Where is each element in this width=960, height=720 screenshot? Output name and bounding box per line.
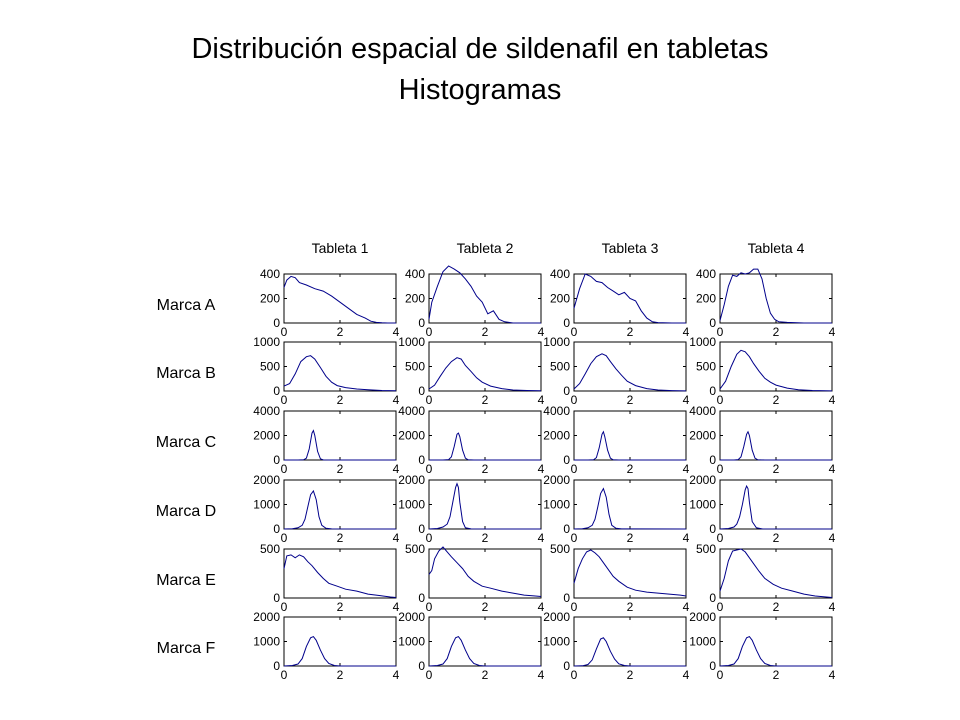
- plot-frame-r4-c4: [720, 480, 832, 529]
- x-tick-label-r6-c3-2: 4: [682, 668, 690, 682]
- y-tick-label-r3-c1-2: 4000: [253, 404, 280, 418]
- y-tick-label-r3-c1-1: 2000: [253, 428, 280, 443]
- x-tick-label-r5-c3-0: 0: [570, 600, 578, 614]
- plot-frame-r1-c1: [284, 274, 396, 323]
- x-tick-label-r5-c1-0: 0: [280, 600, 288, 614]
- x-tick-label-r5-c1-1: 2: [336, 600, 344, 614]
- x-tick-label-r4-c2-2: 4: [537, 531, 545, 545]
- x-tick-label-r1-c4-0: 0: [716, 325, 724, 339]
- x-tick-label-r4-c3-2: 4: [682, 531, 690, 545]
- x-tick-label-r5-c2-1: 2: [481, 600, 489, 614]
- plot-frame-r3-c1: [284, 411, 396, 460]
- y-tick-label-r4-c2-0: 0: [418, 522, 425, 536]
- y-tick-label-r4-c1-2: 2000: [253, 473, 280, 487]
- x-tick-label-r2-c1-0: 0: [280, 393, 288, 407]
- x-tick-label-r5-c4-1: 2: [772, 600, 780, 614]
- x-tick-label-r4-c1-2: 4: [392, 531, 400, 545]
- column-label-3: Tableta 3: [601, 240, 659, 256]
- x-tick-label-r5-c1-2: 4: [392, 600, 400, 614]
- x-tick-label-r5-c4-0: 0: [716, 600, 724, 614]
- y-tick-label-r5-c4-0: 0: [709, 591, 716, 605]
- y-tick-label-r3-c4-0: 0: [709, 453, 716, 467]
- y-tick-label-r2-c4-2: 1000: [689, 335, 716, 349]
- x-tick-label-r3-c2-1: 2: [481, 462, 489, 476]
- x-tick-label-r3-c1-1: 2: [336, 462, 344, 476]
- x-tick-label-r1-c2-0: 0: [425, 325, 433, 339]
- y-tick-label-r4-c3-2: 2000: [543, 473, 570, 487]
- x-tick-label-r1-c2-1: 2: [481, 325, 489, 339]
- x-tick-label-r1-c2-2: 4: [537, 325, 545, 339]
- plot-frame-r5-c1: [284, 549, 396, 598]
- x-tick-label-r4-c1-0: 0: [280, 531, 288, 545]
- x-tick-label-r4-c3-1: 2: [626, 531, 634, 545]
- x-tick-label-r3-c3-2: 4: [682, 462, 690, 476]
- y-tick-label-r3-c2-0: 0: [418, 453, 425, 467]
- plot-frame-r3-c2: [429, 411, 541, 460]
- x-tick-label-r6-c3-1: 2: [626, 668, 634, 682]
- x-tick-label-r2-c4-0: 0: [716, 393, 724, 407]
- plot-frame-r1-c2: [429, 274, 541, 323]
- x-tick-label-r3-c2-0: 0: [425, 462, 433, 476]
- y-tick-label-r3-c3-0: 0: [563, 453, 570, 467]
- row-label-a: Marca A: [156, 297, 216, 314]
- y-tick-label-r1-c2-0: 0: [418, 316, 425, 330]
- y-tick-label-r1-c4-0: 0: [709, 316, 716, 330]
- plot-frame-r5-c3: [574, 549, 686, 598]
- y-tick-label-r4-c4-0: 0: [709, 522, 716, 536]
- y-tick-label-r3-c2-2: 4000: [398, 404, 425, 418]
- y-tick-label-r2-c4-1: 500: [695, 359, 716, 374]
- y-tick-label-r2-c1-0: 0: [273, 384, 280, 398]
- x-tick-label-r1-c1-1: 2: [336, 325, 344, 339]
- plot-frame-r1-c4: [720, 274, 832, 323]
- y-tick-label-r1-c2-2: 400: [404, 267, 425, 281]
- plot-frame-r6-c3: [574, 617, 686, 666]
- x-tick-label-r6-c2-0: 0: [425, 668, 433, 682]
- plot-frame-r4-c2: [429, 480, 541, 529]
- y-tick-label-r4-c4-2: 2000: [689, 473, 716, 487]
- x-tick-label-r1-c4-1: 2: [772, 325, 780, 339]
- x-tick-label-r3-c3-1: 2: [626, 462, 634, 476]
- y-tick-label-r2-c1-1: 500: [259, 359, 280, 374]
- y-tick-label-r5-c1-0: 0: [273, 591, 280, 605]
- y-tick-label-r1-c4-2: 400: [695, 267, 716, 281]
- x-tick-label-r3-c2-2: 4: [537, 462, 545, 476]
- y-tick-label-r6-c3-2: 2000: [543, 610, 570, 624]
- x-tick-label-r2-c2-1: 2: [481, 393, 489, 407]
- x-tick-label-r2-c1-1: 2: [336, 393, 344, 407]
- row-label-d: Marca D: [155, 503, 217, 520]
- x-tick-label-r2-c2-0: 0: [425, 393, 433, 407]
- row-label-c: Marca C: [155, 434, 217, 451]
- y-tick-label-r3-c3-2: 4000: [543, 404, 570, 418]
- x-tick-label-r6-c2-1: 2: [481, 668, 489, 682]
- x-tick-label-r5-c3-1: 2: [626, 600, 634, 614]
- y-tick-label-r1-c3-1: 200: [549, 291, 570, 306]
- y-tick-label-r5-c3-1: 500: [549, 542, 570, 556]
- y-tick-label-r6-c1-2: 2000: [253, 610, 280, 624]
- y-tick-label-r2-c4-0: 0: [709, 384, 716, 398]
- x-tick-label-r5-c2-0: 0: [425, 600, 433, 614]
- x-tick-label-r2-c3-1: 2: [626, 393, 634, 407]
- row-label-f: Marca F: [156, 640, 216, 657]
- y-tick-label-r6-c2-1: 1000: [398, 634, 425, 649]
- x-tick-label-r6-c3-0: 0: [570, 668, 578, 682]
- column-label-2: Tableta 2: [456, 240, 514, 256]
- x-tick-label-r2-c4-2: 4: [828, 393, 836, 407]
- x-tick-label-r6-c1-1: 2: [336, 668, 344, 682]
- y-tick-label-r6-c2-2: 2000: [398, 610, 425, 624]
- plot-frame-r6-c2: [429, 617, 541, 666]
- y-tick-label-r2-c3-0: 0: [563, 384, 570, 398]
- y-tick-label-r2-c2-1: 500: [404, 359, 425, 374]
- chart-title-line-1: Distribución espacial de sildenafil en tabletas: [191, 33, 769, 65]
- y-tick-label-r3-c3-1: 2000: [543, 428, 570, 443]
- plot-frame-r2-c3: [574, 342, 686, 391]
- plot-frame-r5-c4: [720, 549, 832, 598]
- y-tick-label-r4-c2-2: 2000: [398, 473, 425, 487]
- x-tick-label-r3-c4-0: 0: [716, 462, 724, 476]
- y-tick-label-r4-c3-0: 0: [563, 522, 570, 536]
- y-tick-label-r1-c1-1: 200: [259, 291, 280, 306]
- x-tick-label-r6-c4-1: 2: [772, 668, 780, 682]
- x-tick-label-r3-c4-1: 2: [772, 462, 780, 476]
- x-tick-label-r6-c1-0: 0: [280, 668, 288, 682]
- y-tick-label-r6-c4-0: 0: [709, 659, 716, 673]
- plot-frame-r6-c1: [284, 617, 396, 666]
- x-tick-label-r4-c1-1: 2: [336, 531, 344, 545]
- y-tick-label-r3-c4-2: 4000: [689, 404, 716, 418]
- y-tick-label-r5-c4-1: 500: [695, 542, 716, 556]
- plot-frame-r6-c4: [720, 617, 832, 666]
- column-label-1: Tableta 1: [311, 240, 369, 256]
- y-tick-label-r6-c1-1: 1000: [253, 634, 280, 649]
- y-tick-label-r6-c1-0: 0: [273, 659, 280, 673]
- x-tick-label-r2-c2-2: 4: [537, 393, 545, 407]
- x-tick-label-r2-c1-2: 4: [392, 393, 400, 407]
- y-tick-label-r1-c4-1: 200: [695, 291, 716, 306]
- y-tick-label-r4-c4-1: 1000: [689, 497, 716, 512]
- y-tick-label-r6-c3-0: 0: [563, 659, 570, 673]
- y-tick-label-r6-c2-0: 0: [418, 659, 425, 673]
- plot-frame-r2-c4: [720, 342, 832, 391]
- x-tick-label-r3-c1-0: 0: [280, 462, 288, 476]
- y-tick-label-r6-c4-1: 1000: [689, 634, 716, 649]
- y-tick-label-r4-c3-1: 1000: [543, 497, 570, 512]
- y-tick-label-r4-c2-1: 1000: [398, 497, 425, 512]
- x-tick-label-r3-c3-0: 0: [570, 462, 578, 476]
- x-tick-label-r5-c2-2: 4: [537, 600, 545, 614]
- y-tick-label-r6-c4-2: 2000: [689, 610, 716, 624]
- x-tick-label-r4-c3-0: 0: [570, 531, 578, 545]
- plot-frame-r3-c4: [720, 411, 832, 460]
- x-tick-label-r4-c4-2: 4: [828, 531, 836, 545]
- y-tick-label-r3-c4-1: 2000: [689, 428, 716, 443]
- x-tick-label-r2-c3-2: 4: [682, 393, 690, 407]
- x-tick-label-r1-c4-2: 4: [828, 325, 836, 339]
- y-tick-label-r5-c1-1: 500: [259, 542, 280, 556]
- column-label-4: Tableta 4: [747, 240, 805, 256]
- x-tick-label-r2-c4-1: 2: [772, 393, 780, 407]
- y-tick-label-r5-c2-0: 0: [418, 591, 425, 605]
- y-tick-label-r4-c1-0: 0: [273, 522, 280, 536]
- y-tick-label-r2-c3-1: 500: [549, 359, 570, 374]
- y-tick-label-r5-c2-1: 500: [404, 542, 425, 556]
- plot-frame-r4-c1: [284, 480, 396, 529]
- x-tick-label-r3-c4-2: 4: [828, 462, 836, 476]
- y-tick-label-r2-c3-2: 1000: [543, 335, 570, 349]
- x-tick-label-r6-c2-2: 4: [537, 668, 545, 682]
- x-tick-label-r4-c2-1: 2: [481, 531, 489, 545]
- x-tick-label-r5-c3-2: 4: [682, 600, 690, 614]
- y-tick-label-r3-c2-1: 2000: [398, 428, 425, 443]
- y-tick-label-r6-c3-1: 1000: [543, 634, 570, 649]
- y-tick-label-r2-c2-2: 1000: [398, 335, 425, 349]
- x-tick-label-r1-c3-1: 2: [626, 325, 634, 339]
- y-tick-label-r1-c2-1: 200: [404, 291, 425, 306]
- x-tick-label-r6-c4-2: 4: [828, 668, 836, 682]
- row-label-b: Marca B: [156, 365, 216, 382]
- y-tick-label-r2-c2-0: 0: [418, 384, 425, 398]
- x-tick-label-r4-c2-0: 0: [425, 531, 433, 545]
- y-tick-label-r4-c1-1: 1000: [253, 497, 280, 512]
- plot-frame-r4-c3: [574, 480, 686, 529]
- y-tick-label-r3-c1-0: 0: [273, 453, 280, 467]
- x-tick-label-r6-c1-2: 4: [392, 668, 400, 682]
- row-label-e: Marca E: [156, 572, 216, 589]
- x-tick-label-r6-c4-0: 0: [716, 668, 724, 682]
- x-tick-label-r5-c4-2: 4: [828, 600, 836, 614]
- x-tick-label-r1-c3-0: 0: [570, 325, 578, 339]
- chart-title-line-2: Histogramas: [398, 74, 562, 106]
- x-tick-label-r1-c3-2: 4: [682, 325, 690, 339]
- plot-frame-r3-c3: [574, 411, 686, 460]
- x-tick-label-r3-c1-2: 4: [392, 462, 400, 476]
- plot-frame-r5-c2: [429, 549, 541, 598]
- y-tick-label-r1-c1-0: 0: [273, 316, 280, 330]
- y-tick-label-r2-c1-2: 1000: [253, 335, 280, 349]
- x-tick-label-r1-c1-0: 0: [280, 325, 288, 339]
- y-tick-label-r1-c3-0: 0: [563, 316, 570, 330]
- y-tick-label-r1-c3-2: 400: [549, 267, 570, 281]
- x-tick-label-r4-c4-0: 0: [716, 531, 724, 545]
- y-tick-label-r1-c1-2: 400: [259, 267, 280, 281]
- plot-frame-r2-c1: [284, 342, 396, 391]
- y-tick-label-r5-c3-0: 0: [563, 591, 570, 605]
- x-tick-label-r1-c1-2: 4: [392, 325, 400, 339]
- x-tick-label-r2-c3-0: 0: [570, 393, 578, 407]
- x-tick-label-r4-c4-1: 2: [772, 531, 780, 545]
